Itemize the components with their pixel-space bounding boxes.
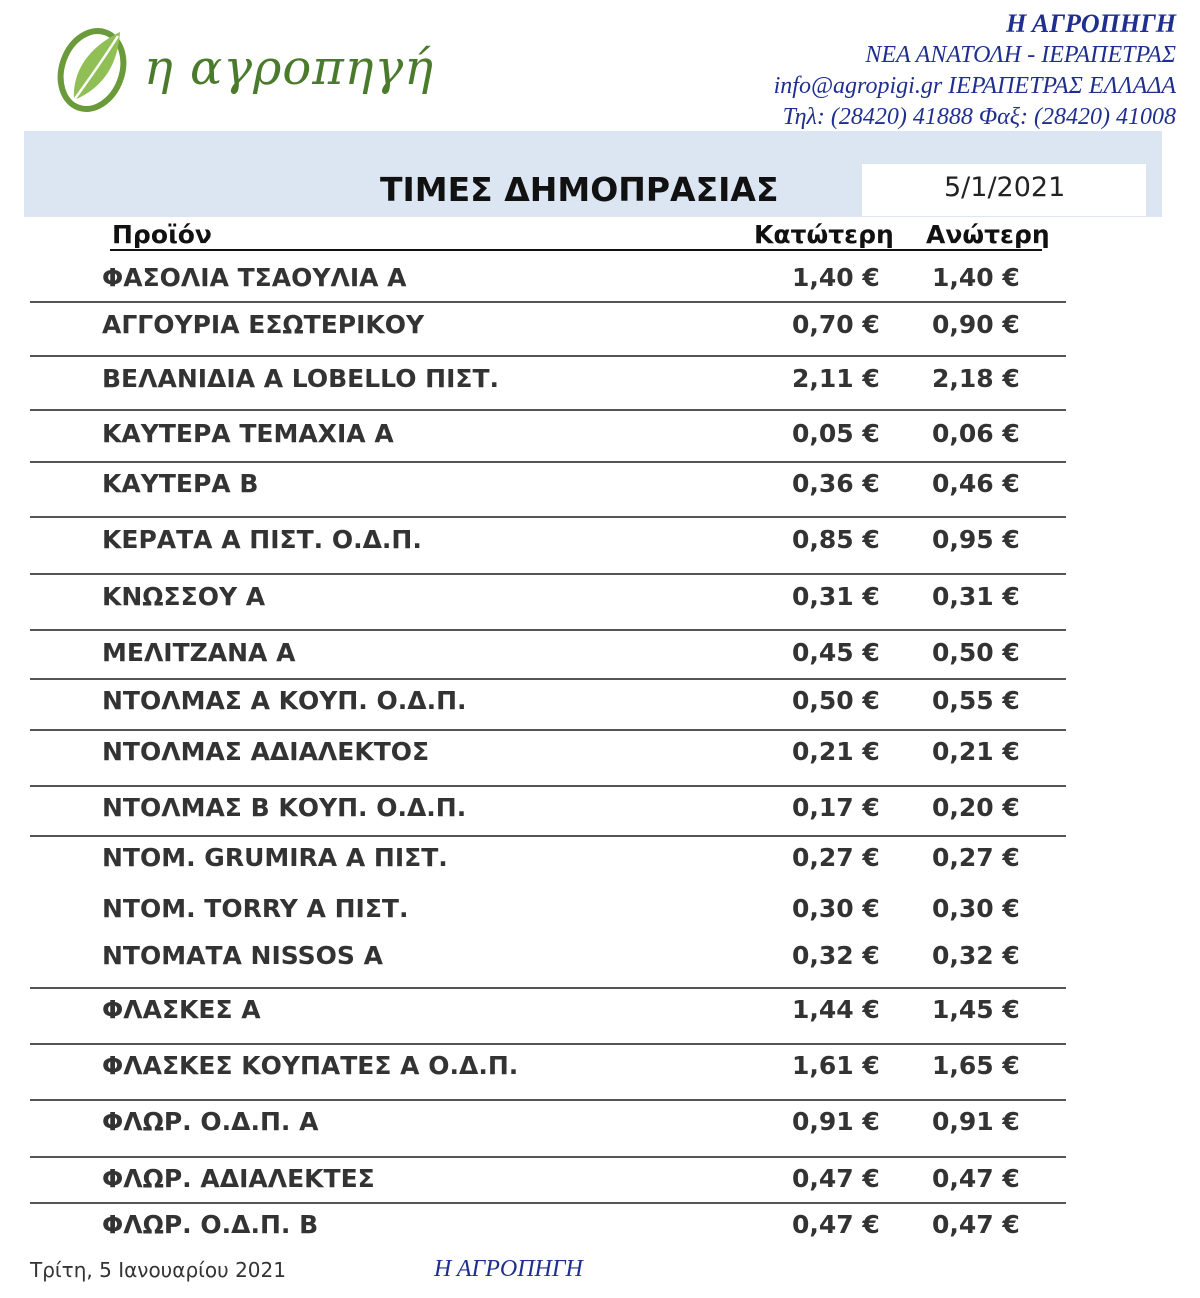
row-divider xyxy=(30,629,1066,631)
price-low: 0,21 € xyxy=(792,737,880,766)
product-name: ΚΑΥΤΕΡΑ Β xyxy=(102,469,259,498)
price-low: 0,05 € xyxy=(792,419,880,448)
price-high: 0,06 € xyxy=(932,419,1020,448)
row-divider xyxy=(30,1043,1066,1045)
price-low: 1,40 € xyxy=(792,263,880,292)
product-name: ΝΤΟΛΜΑΣ Α ΚΟΥΠ. Ο.Δ.Π. xyxy=(102,686,467,715)
price-high: 0,20 € xyxy=(932,793,1020,822)
price-high: 1,65 € xyxy=(932,1051,1020,1080)
header-product: Προϊόν xyxy=(112,220,212,249)
product-name: ΝΤΟΜ. GRUMIRA Α ΠΙΣΤ. xyxy=(102,843,448,872)
row-divider xyxy=(30,409,1066,411)
price-high: 0,21 € xyxy=(932,737,1020,766)
product-name: ΦΛΑΣΚΕΣ ΚΟΥΠΑΤΕΣ Α Ο.Δ.Π. xyxy=(102,1051,519,1080)
product-name: ΚΑΥΤΕΡΑ ΤΕΜΑΧΙΑ Α xyxy=(102,419,394,448)
product-name: ΦΛΩΡ. ΑΔΙΑΛΕΚΤΕΣ xyxy=(102,1164,375,1193)
company-email: info@agropigi.gr ΙΕΡΑΠΕΤΡΑΣ ΕΛΛΑΔΑ xyxy=(773,73,1176,99)
company-info xyxy=(774,8,1176,133)
row-divider xyxy=(30,785,1066,787)
price-low: 0,31 € xyxy=(792,582,880,611)
row-divider xyxy=(30,729,1066,731)
price-low: 0,32 € xyxy=(792,941,880,970)
product-name: ΝΤΟΜ. TORRY Α ΠΙΣΤ. xyxy=(102,894,409,923)
price-low: 0,47 € xyxy=(792,1210,880,1239)
price-low: 0,50 € xyxy=(792,686,880,715)
row-divider xyxy=(30,301,1066,303)
price-high: 0,30 € xyxy=(932,894,1020,923)
price-low: 0,30 € xyxy=(792,894,880,923)
company-name: Η ΑΓΡΟΠΗΓΗ xyxy=(1006,9,1176,38)
price-high: 0,90 € xyxy=(932,310,1020,339)
price-low: 0,27 € xyxy=(792,843,880,872)
price-high: 0,31 € xyxy=(932,582,1020,611)
price-low: 0,85 € xyxy=(792,525,880,554)
price-low: 0,36 € xyxy=(792,469,880,498)
product-name: ΝΤΟΜΑΤΑ NISSOS Α xyxy=(102,941,383,970)
price-high: 0,55 € xyxy=(932,686,1020,715)
price-low: 1,44 € xyxy=(792,995,880,1024)
footer-company: Η ΑΓΡΟΠΗΓΗ xyxy=(434,1256,583,1282)
price-low: 2,11 € xyxy=(792,364,880,393)
logo-text: η αγροπηγή xyxy=(144,40,434,96)
row-divider xyxy=(30,1156,1066,1158)
product-name: ΦΛΩΡ. Ο.Δ.Π. Β xyxy=(102,1210,319,1239)
price-low: 0,47 € xyxy=(792,1164,880,1193)
product-name: ΚΕΡΑΤΑ Α ΠΙΣΤ. Ο.Δ.Π. xyxy=(102,525,422,554)
footer-date: Τρίτη, 5 Ιανουαρίου 2021 xyxy=(30,1258,286,1282)
product-name: ΒΕΛΑΝΙΔΙΑ Α LOBELLO ΠΙΣΤ. xyxy=(102,364,500,393)
row-divider xyxy=(30,355,1066,357)
price-low: 1,61 € xyxy=(792,1051,880,1080)
product-name: ΦΛΩΡ. Ο.Δ.Π. Α xyxy=(102,1107,319,1136)
price-high: 0,32 € xyxy=(932,941,1020,970)
price-high: 2,18 € xyxy=(932,364,1020,393)
header-high: Ανώτερη xyxy=(926,220,1050,249)
leaf-logo-icon xyxy=(52,18,142,118)
header-underline xyxy=(110,249,1042,251)
product-name: ΝΤΟΛΜΑΣ ΑΔΙΑΛΕΚΤΟΣ xyxy=(102,737,430,766)
report-title: ΤΙΜΕΣ ΔΗΜΟΠΡΑΣΙΑΣ xyxy=(380,170,779,209)
price-low: 0,91 € xyxy=(792,1107,880,1136)
header-low: Κατώτερη xyxy=(754,220,894,249)
row-divider xyxy=(30,1099,1066,1101)
price-low: 0,17 € xyxy=(792,793,880,822)
product-name: ΦΛΑΣΚΕΣ Α xyxy=(102,995,261,1024)
product-name: ΝΤΟΛΜΑΣ Β ΚΟΥΠ. Ο.Δ.Π. xyxy=(102,793,467,822)
product-name: ΚΝΩΣΣΟΥ Α xyxy=(102,582,266,611)
logo xyxy=(52,18,434,118)
report-date: 5/1/2021 xyxy=(944,172,1066,203)
product-name: ΦΑΣΟΛΙΑ ΤΣΑΟΥΛΙΑ Α xyxy=(102,263,407,292)
product-name: ΜΕΛΙΤΖΑΝΑ Α xyxy=(102,638,296,667)
row-divider xyxy=(30,516,1066,518)
price-high: 0,95 € xyxy=(932,525,1020,554)
price-low: 0,70 € xyxy=(792,310,880,339)
price-high: 0,27 € xyxy=(932,843,1020,872)
company-address: ΝΕΑ ΑΝΑΤΟΛΗ - ΙΕΡΑΠΕΤΡΑΣ xyxy=(865,42,1176,68)
price-high: 0,91 € xyxy=(932,1107,1020,1136)
price-high: 0,47 € xyxy=(932,1210,1020,1239)
row-divider xyxy=(30,573,1066,575)
price-high: 0,47 € xyxy=(932,1164,1020,1193)
price-high: 1,40 € xyxy=(932,263,1020,292)
row-divider xyxy=(30,987,1066,989)
row-divider xyxy=(30,678,1066,680)
row-divider xyxy=(30,461,1066,463)
company-phone: Τηλ: (28420) 41888 Φαξ: (28420) 41008 xyxy=(782,104,1176,130)
row-divider xyxy=(30,835,1066,837)
product-name: ΑΓΓΟΥΡΙΑ ΕΣΩΤΕΡΙΚΟΥ xyxy=(102,310,425,339)
price-low: 0,45 € xyxy=(792,638,880,667)
price-high: 1,45 € xyxy=(932,995,1020,1024)
price-high: 0,46 € xyxy=(932,469,1020,498)
row-divider xyxy=(30,1202,1066,1204)
price-high: 0,50 € xyxy=(932,638,1020,667)
